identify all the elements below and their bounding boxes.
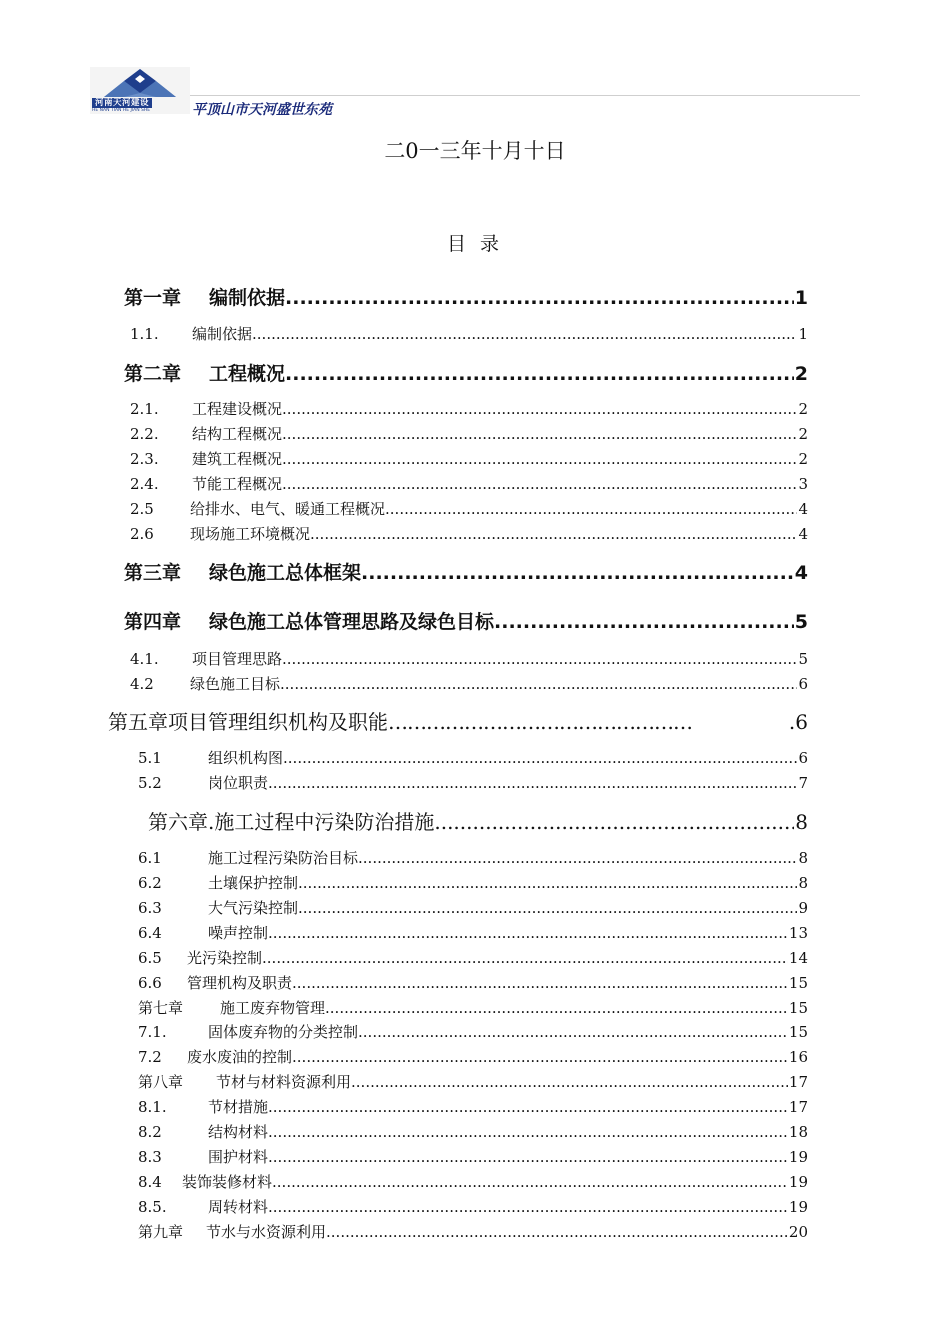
toc-entry-leader	[434, 810, 794, 834]
toc-entry-leader	[285, 363, 794, 385]
toc-entry-page: 8	[798, 849, 808, 867]
toc-entry-number: 6.1	[138, 849, 162, 867]
toc-entry-title: 噪声控制	[208, 924, 269, 942]
toc-entry-number: 4.2	[130, 675, 154, 693]
toc-entry-title: 大气污染控制	[208, 899, 299, 917]
toc-entry-page: 2	[794, 363, 808, 385]
toc-entry-leader	[268, 1148, 788, 1166]
toc-entry-page: 15	[788, 999, 808, 1017]
company-logo	[90, 67, 190, 114]
toc-entry-title: 光污染控制	[187, 949, 263, 967]
toc-entry-number: 2.4.	[130, 475, 159, 493]
toc-entry[interactable]	[138, 1221, 808, 1242]
toc-entry-number: 5.1	[138, 749, 162, 767]
toc-entry-page: 6	[798, 749, 808, 767]
toc-entry-page: 19	[788, 1148, 808, 1166]
toc-entry[interactable]	[138, 997, 808, 1018]
toc-entry-page: 4	[798, 500, 808, 518]
toc-entry-leader	[494, 611, 794, 633]
toc-entry-page: 20	[788, 1223, 808, 1241]
toc-entry-leader	[268, 774, 797, 792]
toc-entry-leader	[358, 1023, 788, 1041]
toc-entry-title: 装饰装修材料	[182, 1173, 273, 1191]
toc-entry-leader	[282, 425, 797, 443]
toc-entry-title: 节水与水资源利用	[206, 1223, 327, 1241]
toc-entry-leader	[283, 749, 797, 767]
toc-entry-page: 4	[798, 525, 808, 543]
toc-entry-leader	[252, 325, 797, 343]
toc-entry[interactable]	[130, 323, 808, 344]
toc-entry-leader	[325, 999, 788, 1017]
toc-entry-leader	[280, 675, 797, 693]
toc-entry-title: 给排水、电气、暖通工程概况	[190, 500, 386, 518]
toc-entry-page: 5	[798, 650, 808, 668]
toc-entry[interactable]	[108, 706, 808, 735]
toc-entry-page: 8	[795, 810, 808, 834]
toc-entry-title: 第六章.施工过程中污染防治措施	[148, 810, 435, 834]
toc-entry[interactable]	[138, 847, 808, 868]
toc-entry-title: 绿色施工总体框架	[209, 562, 362, 584]
toc-entry-page: 7	[798, 774, 808, 792]
toc-entry-number: 2.2.	[130, 425, 159, 443]
toc-entry[interactable]	[138, 1196, 808, 1217]
toc-entry-number: 4.1.	[130, 650, 159, 668]
toc-entry-page: 6	[798, 675, 808, 693]
toc-entry-number: 8.5.	[138, 1198, 167, 1216]
toc-entry-number: 2.1.	[130, 400, 159, 418]
toc-entry-title: 结构工程概况	[192, 425, 283, 443]
toc-entry[interactable]	[138, 1146, 808, 1167]
toc-entry-title: 施工废弃物管理	[220, 999, 326, 1017]
toc-entry-page: 2	[798, 425, 808, 443]
toc-entry[interactable]	[138, 1071, 808, 1092]
toc-entry-leader	[282, 450, 797, 468]
document-date: 二0一三年十月十日	[384, 139, 566, 163]
toc-entry[interactable]	[124, 558, 808, 585]
toc-entry-leader	[268, 1098, 788, 1116]
toc-entry-leader	[292, 974, 788, 992]
toc-entry-leader	[285, 287, 794, 309]
toc-entry-title: 固体废弃物的分类控制	[208, 1023, 359, 1041]
toc-entry-leader	[326, 1223, 788, 1241]
toc-entry-number: 6.4	[138, 924, 162, 942]
toc-entry[interactable]	[138, 897, 808, 918]
toc-entry-title: 节材与材料资源利用	[216, 1073, 352, 1091]
toc-entry-leader	[361, 562, 794, 584]
toc-entry[interactable]	[130, 473, 808, 494]
toc-entry[interactable]	[138, 1046, 808, 1067]
toc-entry[interactable]	[138, 747, 808, 768]
toc-entry-leader	[262, 949, 788, 967]
toc-entry-title: 结构材料	[208, 1123, 269, 1141]
toc-entry-page: 2	[798, 450, 808, 468]
toc-entry-number: 7.1.	[138, 1023, 167, 1041]
toc-entry[interactable]	[138, 1096, 808, 1117]
toc-entry-number: 6.5	[138, 949, 162, 967]
toc-entry[interactable]	[124, 359, 808, 386]
toc-entry-page: 1	[794, 287, 808, 309]
toc-entry-leader: …………………………………………	[388, 710, 692, 734]
project-name: 平顶山市天河盛世东苑	[192, 102, 332, 118]
toc-entry-leader	[385, 500, 797, 518]
toc-entry-number: 2.3.	[130, 450, 159, 468]
logo-text-cn: 河南天河建设	[92, 98, 152, 108]
toc-entry-title: 工程建设概况	[192, 400, 283, 418]
logo-text-en: HE NAN TIAN HE JIAN SHE	[92, 108, 151, 113]
toc-entry[interactable]	[130, 648, 808, 669]
toc-entry-title: 第五章项目管理组织机构及职能	[108, 710, 388, 734]
toc-entry-page: 17	[788, 1073, 808, 1091]
toc-entry-page: 2	[798, 400, 808, 418]
toc-entry-leader	[282, 650, 797, 668]
toc-entry-title: 工程概况	[209, 363, 286, 385]
toc-entry-page: 18	[788, 1123, 808, 1141]
toc-entry-number: 6.2	[138, 874, 162, 892]
toc-entry-number: 2.6	[130, 525, 154, 543]
toc-entry-number: 7.2	[138, 1048, 162, 1066]
toc-entry-title: 管理机构及职责	[187, 974, 293, 992]
toc-entry[interactable]	[130, 423, 808, 444]
toc-entry-number: 第九章	[138, 1223, 184, 1241]
toc-entry[interactable]	[138, 1021, 808, 1042]
toc-entry-page: 17	[788, 1098, 808, 1116]
toc-entry-page: 15	[788, 1023, 808, 1041]
toc-entry-number: 第四章	[124, 611, 182, 633]
toc-entry-leader	[282, 475, 797, 493]
toc-entry[interactable]	[138, 872, 808, 893]
toc-entry[interactable]	[130, 498, 808, 519]
toc-entry[interactable]	[138, 922, 808, 943]
toc-entry-title: 节材措施	[208, 1098, 269, 1116]
toc-entry-leader	[298, 899, 797, 917]
toc-entry-number: 8.1.	[138, 1098, 167, 1116]
toc-entry-number: 第一章	[124, 287, 182, 309]
toc-entry[interactable]	[138, 1121, 808, 1142]
toc-entry-number: 8.4	[138, 1173, 162, 1191]
toc-entry-leader	[292, 1048, 788, 1066]
toc-entry-number: 2.5	[130, 500, 154, 518]
toc-entry-page: 15	[788, 974, 808, 992]
toc-entry-leader	[272, 1173, 788, 1191]
toc-entry-number: 5.2	[138, 774, 162, 792]
toc-title: 目 录	[446, 233, 504, 255]
toc-entry[interactable]	[124, 283, 808, 310]
toc-entry-title: 编制依据	[192, 325, 253, 343]
toc-entry-page: 19	[788, 1198, 808, 1216]
toc-entry-leader	[282, 400, 797, 418]
toc-entry[interactable]	[130, 398, 808, 419]
toc-entry-number: 6.6	[138, 974, 162, 992]
toc-entry-title: 周转材料	[208, 1198, 269, 1216]
toc-entry-title: 项目管理思路	[192, 650, 283, 668]
header-divider	[190, 95, 860, 96]
toc-entry-page: 8	[798, 874, 808, 892]
toc-entry-number: 6.3	[138, 899, 162, 917]
toc-entry-leader	[268, 924, 788, 942]
toc-entry-title: 节能工程概况	[192, 475, 283, 493]
toc-entry-page: 19	[788, 1173, 808, 1191]
toc-entry-title: 现场施工环境概况	[190, 525, 311, 543]
toc-entry-page: 14	[788, 949, 808, 967]
toc-entry[interactable]	[138, 947, 808, 968]
toc-entry-page: 1	[798, 325, 808, 343]
toc-entry-page: 4	[794, 562, 808, 584]
toc-entry-leader	[298, 874, 797, 892]
toc-entry-leader	[351, 1073, 788, 1091]
toc-entry-leader	[268, 1123, 788, 1141]
toc-entry[interactable]	[130, 448, 808, 469]
toc-entry-title: 绿色施工总体管理思路及绿色目标	[209, 611, 495, 633]
toc-entry-title: 土壤保护控制	[208, 874, 299, 892]
toc-entry-leader	[268, 1198, 788, 1216]
toc-entry-title: 编制依据	[209, 287, 286, 309]
toc-entry-page: .6	[788, 710, 808, 734]
toc-entry-number: 8.3	[138, 1148, 162, 1166]
toc-entry-number: 1.1.	[130, 325, 159, 343]
toc-entry-title: 围护材料	[208, 1148, 269, 1166]
toc-entry-page: 13	[788, 924, 808, 942]
toc-entry[interactable]	[138, 772, 808, 793]
toc-entry-title: 绿色施工目标	[190, 675, 281, 693]
toc-entry[interactable]	[138, 1171, 808, 1192]
toc-entry-page: 3	[798, 475, 808, 493]
toc-entry-title: 废水废油的控制	[187, 1048, 293, 1066]
toc-entry[interactable]	[130, 523, 808, 544]
toc-entry-title: 岗位职责	[208, 774, 269, 792]
toc-entry-title: 施工过程污染防治目标	[208, 849, 359, 867]
toc-entry-number: 第二章	[124, 363, 182, 385]
toc-entry-leader	[358, 849, 797, 867]
toc-entry[interactable]	[138, 972, 808, 993]
toc-entry-number: 8.2	[138, 1123, 162, 1141]
toc-entry-page: 16	[788, 1048, 808, 1066]
toc-entry-title: 组织机构图	[208, 749, 284, 767]
toc-entry-number: 第三章	[124, 562, 182, 584]
toc-entry-number: 第七章	[138, 999, 184, 1017]
toc-entry[interactable]	[148, 806, 808, 835]
toc-entry-title: 建筑工程概况	[192, 450, 283, 468]
toc-entry-leader	[310, 525, 797, 543]
toc-entry[interactable]	[130, 673, 808, 694]
toc-entry-number: 第八章	[138, 1073, 184, 1091]
toc-entry[interactable]	[124, 607, 808, 634]
toc-entry-page: 5	[794, 611, 808, 633]
toc-entry-page: 9	[798, 899, 808, 917]
